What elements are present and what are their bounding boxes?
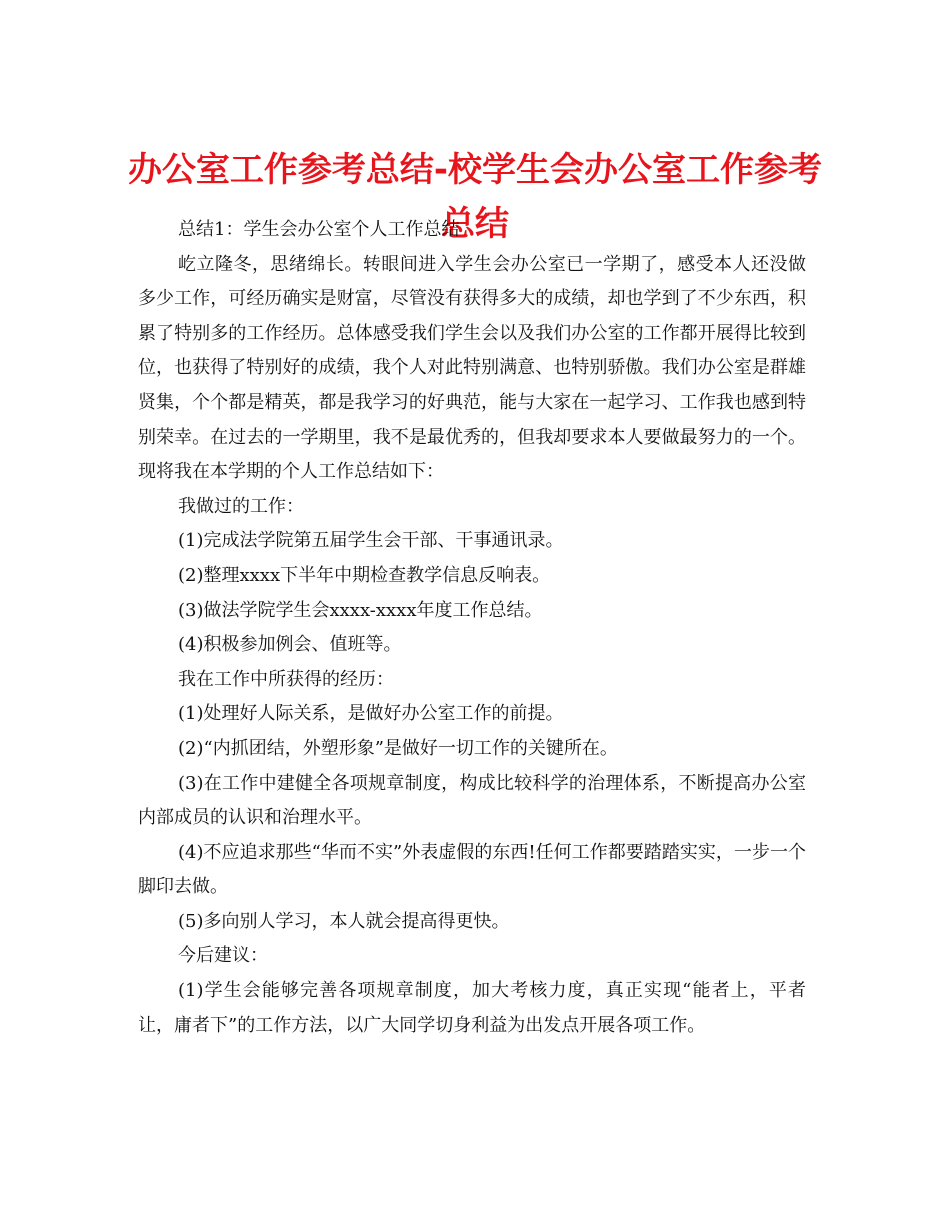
paragraph-work-item-1: (1)完成法学院第五届学生会干部、干事通讯录。 (178, 530, 564, 552)
paragraph-suggestion-heading: 今后建议： (178, 945, 268, 967)
paragraph-suggestion-item-1: (1)学生会能够完善各项规章制度，加大考核力度，真正实现“能者上，平者让，庸者下”的工作方法，以广大同学切身利益为出发点开展各项工作。 (138, 980, 806, 1036)
document-body (138, 213, 806, 1043)
document-title: 办公室工作参考总结-校学生会办公室工作参考总结 (127, 149, 823, 244)
paragraph-work-heading: 我做过的工作： (178, 495, 304, 517)
paragraph-section-heading: 总结1：学生会办公室个人工作总结 (178, 219, 460, 240)
paragraph-experience-item-5: (5)多向别人学习，本人就会提高得更快。 (178, 910, 510, 932)
paragraph-experience-item-2: (2)“内抓团结，外塑形象”是做好一切工作的关键所在。 (178, 737, 618, 759)
paragraph-work-item-4: (4)积极参加例会、值班等。 (178, 634, 402, 656)
paragraph-intro: 屹立隆冬，思绪绵长。转眼间进入学生会办公室已一学期了，感受本人还没做多少工作，可经历确实是财富，尽管没有获得多大的成绩，却也学到了不少东西，积累了特别多的工作经历。总体感受我们学生会以及我们办公室的工作都开展得比较到位，也获得了特别好的成绩，我个人对此特别满意、也特别骄傲。我们办公室是群雄贤集，个个都是精英，都是我学习的好典范，能与大家在一起学习、工作我也感到特别荣幸。在过去的一学期里，我不是最优秀的，但我却要求本人要做最努力的一个。现将我在本学期的个人工作总结如下： (138, 253, 806, 483)
paragraph-experience-item-4: (4)不应追求那些“华而不实”外表虚假的东西!任何工作都要踏踏实实，一步一个脚印去做。 (138, 841, 806, 898)
paragraph-work-item-3: (3)做法学院学生会xxxx-xxxx年度工作总结。 (178, 599, 543, 621)
paragraph-experience-item-3: (3)在工作中建健全各项规章制度，构成比较科学的治理体系，不断提高办公室内部成员的认识和治理水平。 (138, 772, 806, 829)
paragraph-experience-item-1: (1)处理好人际关系，是做好办公室工作的前提。 (178, 703, 564, 725)
paragraph-work-item-2: (2)整理xxxx下半年中期检查教学信息反响表。 (178, 564, 551, 586)
paragraph-experience-heading: 我在工作中所获得的经历： (178, 668, 394, 690)
